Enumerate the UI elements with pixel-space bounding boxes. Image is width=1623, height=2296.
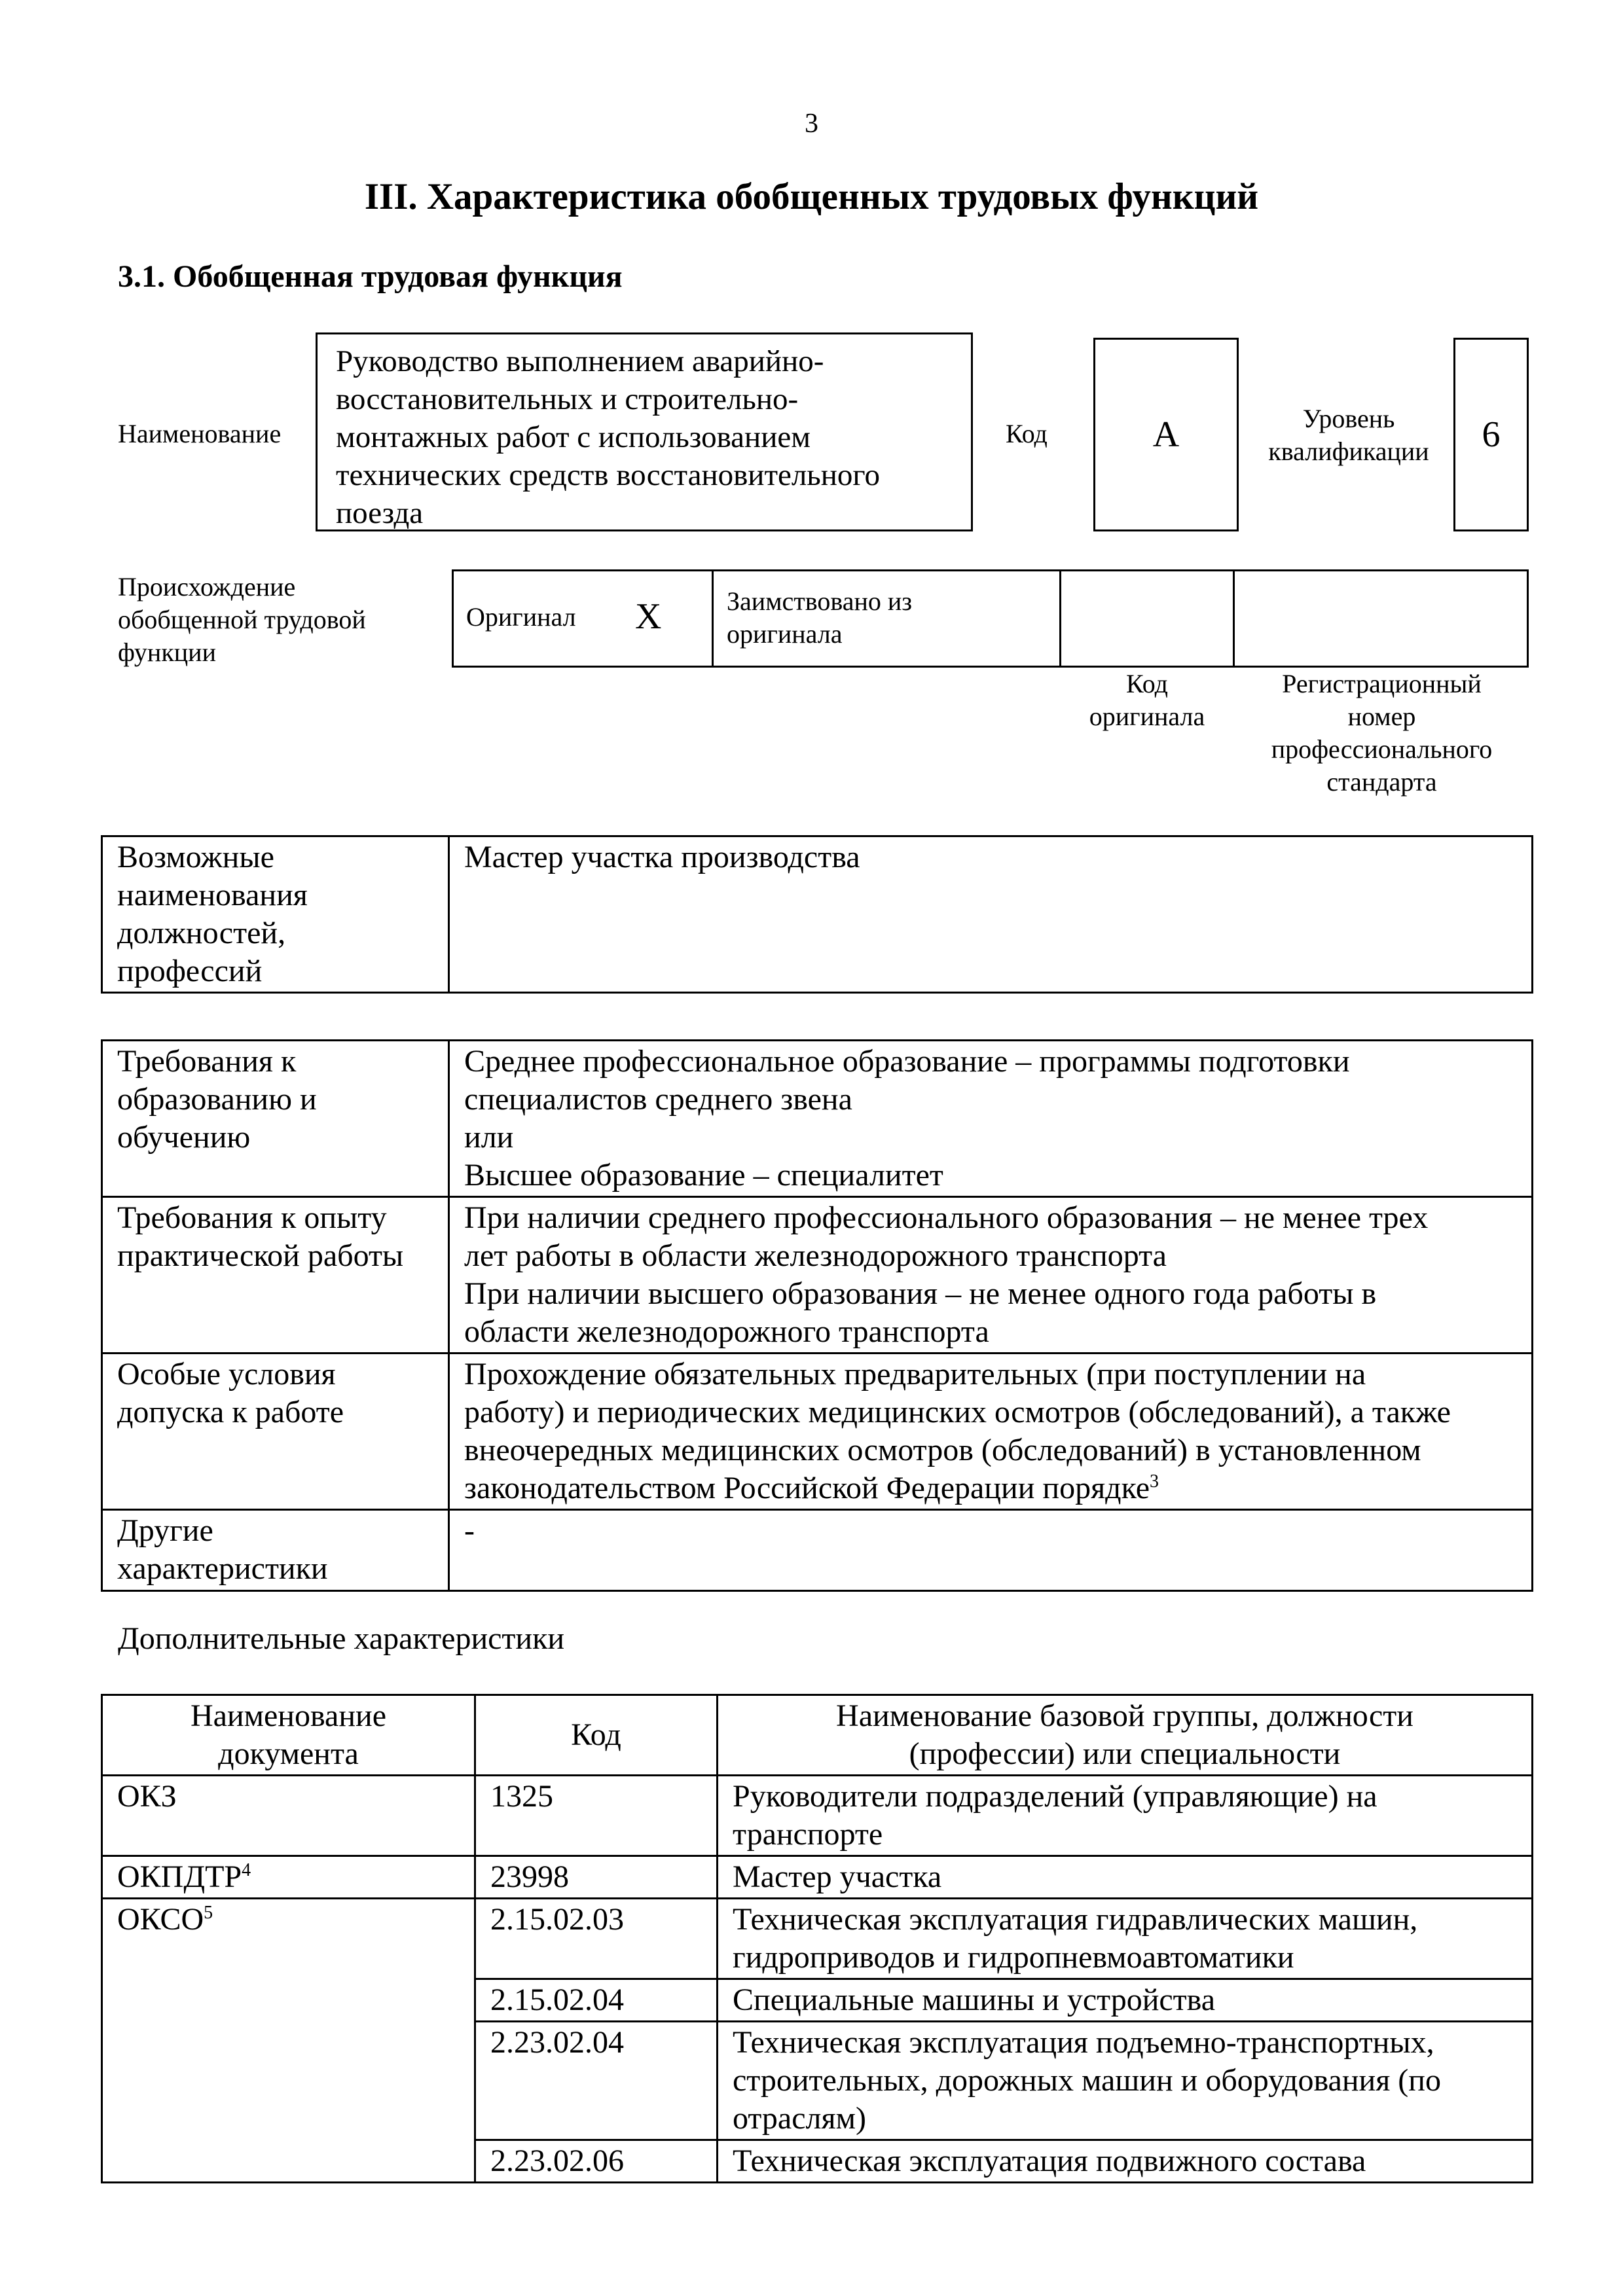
footnote-ref[interactable]: 4	[242, 1860, 251, 1880]
code-cell: 1325	[475, 1776, 718, 1856]
requirement-value: Среднее профессиональное образование – программы подготовки специалистов среднего звена или Высшее образование – специалитет	[449, 1041, 1533, 1197]
caption-line: профессионального	[1271, 734, 1493, 764]
positions-label: Возможные наименования должностей, профессий	[102, 836, 449, 993]
level-value-box	[1453, 338, 1529, 531]
function-name-line: технических средств восстановительного	[336, 458, 880, 492]
code-cell: 23998	[475, 1856, 718, 1899]
level-value: 6	[1482, 414, 1501, 455]
function-name-line: поезда	[336, 496, 424, 530]
name-cell: Техническая эксплуатация подвижного состава	[718, 2140, 1533, 2183]
function-name-box	[316, 332, 973, 531]
borrowed-label-line: Заимствовано из	[727, 586, 913, 616]
code-value-box	[1093, 338, 1239, 531]
doc-cell: ОКЗ	[102, 1776, 475, 1856]
table-row	[102, 836, 1533, 993]
requirement-label: Другие характеристики	[102, 1510, 449, 1591]
column-header: Наименование базовой группы, должности (профессии) или специальности	[718, 1695, 1533, 1776]
code-cell: 2.15.02.03	[475, 1899, 718, 1979]
origin-label-line: Происхождение	[118, 572, 296, 601]
requirement-value: При наличии среднего профессионального образования – не менее трех лет работы в области железнодорожного транспорта При наличии высшего образования – не менее одного года работы в области железнодорожного транспорта	[449, 1197, 1533, 1354]
caption-line: номер	[1347, 702, 1416, 731]
original-code-caption	[1059, 668, 1235, 733]
code-cell: 2.23.02.04	[475, 2022, 718, 2140]
requirement-label: Требования к опыту практической работы	[102, 1197, 449, 1354]
code-value: A	[1152, 414, 1180, 455]
caption-line: Код	[1126, 669, 1168, 698]
requirements-table	[101, 1039, 1533, 1592]
name-cell: Руководители подразделений (управляющие) на транспорте	[718, 1776, 1533, 1856]
origin-label-line: обобщенной трудовой	[118, 605, 366, 634]
caption-line: стандарта	[1326, 767, 1437, 797]
footnote-ref[interactable]: 5	[204, 1903, 213, 1923]
reg-number-caption	[1235, 668, 1529, 798]
name-cell: Техническая эксплуатация гидравлических машин, гидроприводов и гидропневмоавтоматики	[718, 1899, 1533, 1979]
level-label-line: Уровень	[1302, 404, 1395, 433]
function-name-line: Руководство выполнением аварийно-	[336, 344, 824, 378]
name-label: Наименование	[118, 419, 282, 448]
table-row	[102, 1354, 1533, 1510]
caption-line: оригинала	[1089, 702, 1205, 731]
page-number: 3	[805, 109, 818, 139]
table-row	[102, 1899, 1533, 1979]
column-header: Код	[475, 1695, 718, 1776]
section-title: III. Характеристика обобщенных трудовых функций	[364, 176, 1259, 217]
code-cell: 2.23.02.06	[475, 2140, 718, 2183]
function-name-line: восстановительных и строительно-	[336, 382, 799, 416]
code-cell: 2.15.02.04	[475, 1979, 718, 2022]
requirement-label: Требования к образованию и обучению	[102, 1041, 449, 1197]
doc-cell: ОКПДТР$^4$	[102, 1856, 475, 1899]
origin-box	[452, 569, 1529, 668]
function-name-line: монтажных работ с использованием	[336, 420, 811, 454]
additional-title: Дополнительные характеристики	[118, 1621, 565, 1656]
original-mark: X	[635, 596, 662, 637]
level-label	[1254, 403, 1444, 468]
additional-table	[101, 1694, 1533, 2183]
table-row	[102, 1776, 1533, 1856]
column-header: Наименование документа	[102, 1695, 475, 1776]
name-cell: Мастер участка	[718, 1856, 1533, 1899]
positions-table	[101, 835, 1533, 994]
positions-value: Мастер участка производства	[449, 836, 1533, 993]
subsection-title: 3.1. Обобщенная трудовая функция	[118, 259, 623, 294]
original-label: Оригинал	[466, 602, 576, 632]
caption-line: Регистрационный	[1282, 669, 1482, 698]
origin-label	[118, 571, 366, 669]
table-row	[102, 1041, 1533, 1197]
requirement-label: Особые условия допуска к работе	[102, 1354, 449, 1510]
table-row	[102, 1510, 1533, 1591]
borrowed-label-line: оригинала	[727, 619, 843, 649]
name-cell: Техническая эксплуатация подъемно-транспортных, строительных, дорожных машин и оборудования (по отраслям)	[718, 2022, 1533, 2140]
level-label-line: квалификации	[1268, 437, 1429, 466]
footnote-ref[interactable]: 3	[1150, 1471, 1159, 1492]
code-label: Код	[1006, 419, 1048, 448]
requirement-value: Прохождение обязательных предварительных (при поступлении на работу) и периодических медицинских осмотров (обследований), а также внеочередных медицинских осмотров (обследований) в установленном законодательством Российской Федерации порядке$^3$	[449, 1354, 1533, 1510]
name-cell: Специальные машины и устройства	[718, 1979, 1533, 2022]
origin-label-line: функции	[118, 637, 216, 667]
table-row	[102, 1197, 1533, 1354]
table-row	[102, 1856, 1533, 1899]
doc-cell: ОКСО$^5$	[102, 1899, 475, 2183]
borrowed-label	[727, 585, 912, 651]
requirement-value: -	[449, 1510, 1533, 1591]
table-header-row	[102, 1695, 1533, 1776]
